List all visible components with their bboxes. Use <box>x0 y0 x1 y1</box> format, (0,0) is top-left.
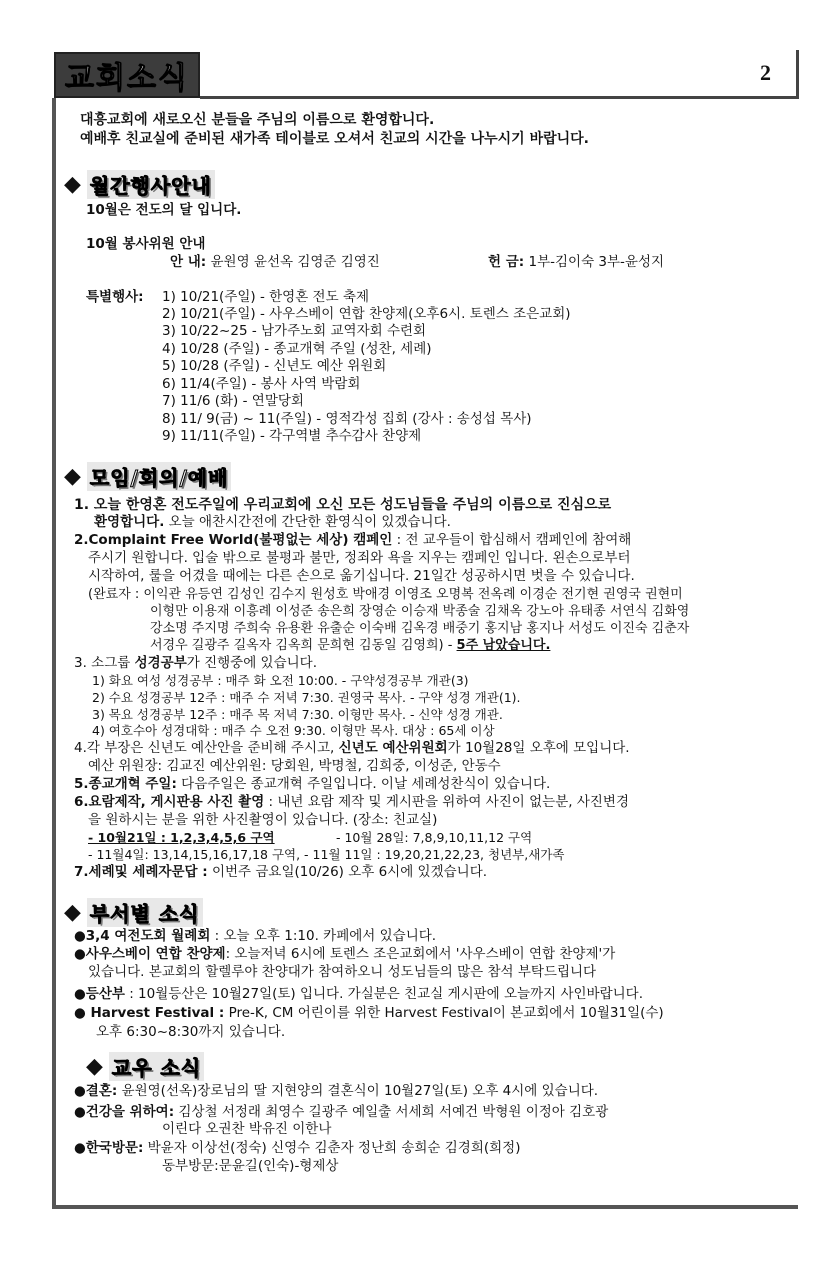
member-item <box>74 1104 608 1121</box>
meeting-item-2-line: 주시기 원합니다. 입술 밖으로 불평과 불만, 정죄와 욕을 지우는 캠페인 입니다. 왼손으로부터 <box>88 550 631 566</box>
photo-schedule-2: - 10월 28일: 7,8,9,10,11,12 구역 <box>336 830 533 845</box>
event-item: 9) 11/11(주일) - 각구역별 추수감사 찬양제 <box>162 428 422 444</box>
text: 다음주일은 종교개혁 주일입니다. 이날 세례성찬식이 있습니다. <box>176 776 551 792</box>
emphasis: 신년도 예산위원회 <box>338 740 448 756</box>
section-header-members <box>86 1052 204 1081</box>
event-item: 3) 10/22~25 - 남가주노회 교역자회 수련회 <box>162 323 427 339</box>
emphasis: ●등산부 <box>74 986 125 1002</box>
photo-schedule-3: - 11월4일: 13,14,15,16,17,18 구역, - 11월 11일 : 19,20,21,22,23, 청년부,새가족 <box>88 847 565 862</box>
bottom-rule <box>52 1205 798 1209</box>
meeting-item-2-line: 시작하여, 룰을 어겼을 때에는 다른 손으로 옮기십니다. 21일간 성공하시면 벗을 수 있습니다. <box>88 568 635 584</box>
event-item: 4) 10/28 (주일) - 종교개혁 주일 (성찬, 세례) <box>162 341 432 357</box>
photo-schedule-1: - 10월21일 : 1,2,3,4,5,6 구역 <box>88 830 275 845</box>
emphasis: 7.세례및 세례자문답 : <box>74 864 208 880</box>
emphasis: ●3,4 여전도회 월례회 <box>74 928 211 944</box>
diamond-icon: ◆ <box>64 899 81 925</box>
intro-line-2: 예배후 친교실에 준비된 새가족 테이블로 오셔서 친교의 시간을 나누시기 바랍니다. <box>80 131 589 147</box>
guide-label: 안 내: <box>170 254 207 270</box>
top-rule <box>200 96 798 99</box>
event-item: 7) 11/6 (화) - 연말당회 <box>162 393 304 409</box>
text: 서경우 길광주 길옥자 김옥희 문희현 김동일 김영희) - <box>150 638 457 653</box>
diamond-icon: ◆ <box>86 1053 103 1079</box>
text: : 10월등산은 10월27일(토) 입니다. 가실분은 친교실 게시판에 오늘까지 사인바랍니다. <box>124 986 643 1002</box>
diamond-icon: ◆ <box>64 463 81 489</box>
emphasis: 5주 남았습니다. <box>456 638 551 653</box>
text: : 내년 요람 제작 및 게시판을 위하여 사진이 없는분, 사진변경 <box>264 794 629 810</box>
text: 3. 소그룹 <box>74 655 135 671</box>
emphasis: 5.종교개혁 주일: <box>74 776 177 792</box>
section-header-monthly <box>64 170 215 199</box>
text: Pre-K, CM 어린이를 위한 Harvest Festival이 본교회에서 10월31일(수) <box>224 1005 664 1021</box>
text: 4.각 부장은 신년도 예산안을 준비해 주시고, <box>74 740 339 756</box>
dept-item-line: 오후 6:30~8:30까지 있습니다. <box>96 1024 286 1040</box>
special-label: 특별행사: <box>86 289 144 305</box>
volunteers-title: 10월 봉사위원 안내 <box>86 236 206 252</box>
meeting-item-6 <box>74 794 629 811</box>
page-number: 2 <box>760 60 771 85</box>
event-item: 5) 10/28 (주일) - 신년도 예산 위원회 <box>162 358 387 374</box>
left-rule <box>52 98 56 1206</box>
volunteers-row <box>170 254 380 271</box>
emphasis: ●한국방문: <box>74 1140 144 1156</box>
completers-line: 이형만 이용재 이흥례 이성준 송은희 장영순 이승재 박종술 김채옥 강노아 유태종 서연식 김화영 <box>150 604 690 619</box>
section-title: 부서별 소식 <box>87 898 203 927</box>
completers-line <box>150 637 550 654</box>
event-item: 2) 10/21(주일) - 사우스베이 연합 찬양제(오후6시. 토렌스 조은교회) <box>162 306 571 322</box>
text: : 오늘저녁 6시에 토렌스 조은교회에서 '사우스베이 연합 찬양제'가 <box>225 946 616 962</box>
dept-item <box>74 946 615 963</box>
text: 윤원영(선옥)장로님의 딸 지현양의 결혼식이 10월27일(토) 오후 4시에 있습니다. <box>117 1083 599 1099</box>
meeting-item-2 <box>74 532 631 549</box>
guide-names: 윤원영 윤선옥 김영준 김영진 <box>210 254 380 270</box>
section-header-departments <box>64 898 203 927</box>
member-item <box>74 1140 520 1157</box>
meeting-item-7 <box>74 864 487 881</box>
emphasis: ● Harvest Festival : <box>74 1005 225 1021</box>
event-item: 6) 11/4(주일) - 봉사 사역 박람회 <box>162 376 361 392</box>
text: : 전 교우들이 합심해서 캠페인에 참여해 <box>392 532 632 548</box>
study-item: 4) 여호수아 성경대학 : 매주 수 오전 9:30. 이형만 목사. 대상 : 65세 이상 <box>92 723 495 738</box>
text: 가 진행중에 있습니다. <box>186 655 318 671</box>
study-item: 3) 목요 성경공부 12주 : 매주 목 저녁 7:30. 이형만 목사. - 신약 성경 개관. <box>92 707 503 722</box>
study-item: 2) 수요 성경공부 12주 : 매주 수 저녁 7:30. 권영국 목사. - 구약 성경 개관(1). <box>92 690 521 705</box>
event-item: 8) 11/ 9(금) ~ 11(주일) - 영적각성 집회 (강사 : 송성섭 목사) <box>162 411 532 427</box>
emphasis: ●건강을 위하여: <box>74 1104 175 1120</box>
member-item-line: 이린다 오권찬 박유진 이한나 <box>162 1121 332 1137</box>
page-title-box <box>54 52 200 98</box>
page-title: 교회소식 <box>65 61 189 96</box>
dept-item <box>74 928 436 945</box>
text: 이번주 금요일(10/26) 오후 6시에 있겠습니다. <box>207 864 488 880</box>
text: 박윤자 이상선(정숙) 신영수 김춘자 정난희 송희순 김경희(희정) <box>143 1140 521 1156</box>
member-item <box>74 1083 598 1100</box>
member-item-line: 동부방문:문윤길(인숙)-형제상 <box>162 1158 339 1174</box>
right-rule <box>796 50 799 99</box>
meeting-item-1: 1. 오늘 한영혼 전도주일에 우리교회에 오신 모든 성도님들을 주님의 이름으로 진심으로 <box>74 497 612 513</box>
emphasis: ●사우스베이 연합 찬양제 <box>74 946 226 962</box>
dept-item <box>74 1005 664 1022</box>
meeting-item-6-line: 을 원하시는 분을 위한 사진촬영이 있습니다. (장소: 친교실) <box>88 812 438 828</box>
dept-item <box>74 986 643 1003</box>
emphasis: 환영합니다. <box>94 514 165 530</box>
month-theme: 10월은 전도의 달 입니다. <box>86 202 242 218</box>
offering-label: 헌 금: <box>488 254 525 270</box>
meeting-item-5 <box>74 776 550 793</box>
completers-line: 강소명 주지명 주희숙 유용환 유출순 이숙배 김옥경 배중기 홍지남 홍지나 서성도 이진숙 김춘자 <box>150 621 690 636</box>
section-title: 모임/회의/예배 <box>87 462 232 491</box>
section-header-meetings <box>64 462 231 491</box>
meeting-item-1-cont <box>94 514 451 531</box>
emphasis: 성경공부 <box>134 655 187 671</box>
study-item: 1) 화요 여성 성경공부 : 매주 화 오전 10:00. - 구약성경공부 개관(3) <box>92 673 469 688</box>
dept-item-line: 있습니다. 본교회의 할렐루야 찬양대가 참여하오니 성도님들의 많은 참석 부탁드립니다 <box>88 964 597 980</box>
text: : 오늘 오후 1:10. 카페에서 있습니다. <box>210 928 437 944</box>
event-item: 1) 10/21(주일) - 한영혼 전도 축제 <box>162 289 369 305</box>
diamond-icon: ◆ <box>64 171 81 197</box>
section-title: 교우 소식 <box>109 1052 204 1081</box>
meeting-item-4-line: 예산 위원장: 김교진 예산위원: 당회원, 박명철, 김희중, 이성준, 안동수 <box>88 758 501 774</box>
completers-line: (완료자 : 이익관 유등연 김성인 김수지 원성호 박애경 이영조 오명복 전옥례 이경순 전기현 권영국 권현미 <box>88 587 683 602</box>
emphasis: 2.Complaint Free World(불평없는 세상) 캠페인 <box>74 532 393 548</box>
meeting-item-3 <box>74 655 317 672</box>
offering-row <box>488 254 664 271</box>
text: 가 10월28일 오후에 모입니다. <box>447 740 630 756</box>
intro-line-1: 대흥교회에 새로오신 분들을 주님의 이름으로 환영합니다. <box>80 112 435 128</box>
text: 김상철 서정래 최영수 길광주 예일출 서세희 서예건 박형원 이정아 김호광 <box>174 1104 609 1120</box>
emphasis: 6.요람제작, 게시판용 사진 촬영 <box>74 794 265 810</box>
section-title: 월간행사안내 <box>87 170 215 199</box>
meeting-item-4 <box>74 740 630 757</box>
text: 오늘 애찬시간전에 간단한 환영식이 있겠습니다. <box>164 514 451 530</box>
emphasis: ●결혼: <box>74 1083 118 1099</box>
offering-names: 1부-김이숙 3부-윤성지 <box>528 254 665 270</box>
